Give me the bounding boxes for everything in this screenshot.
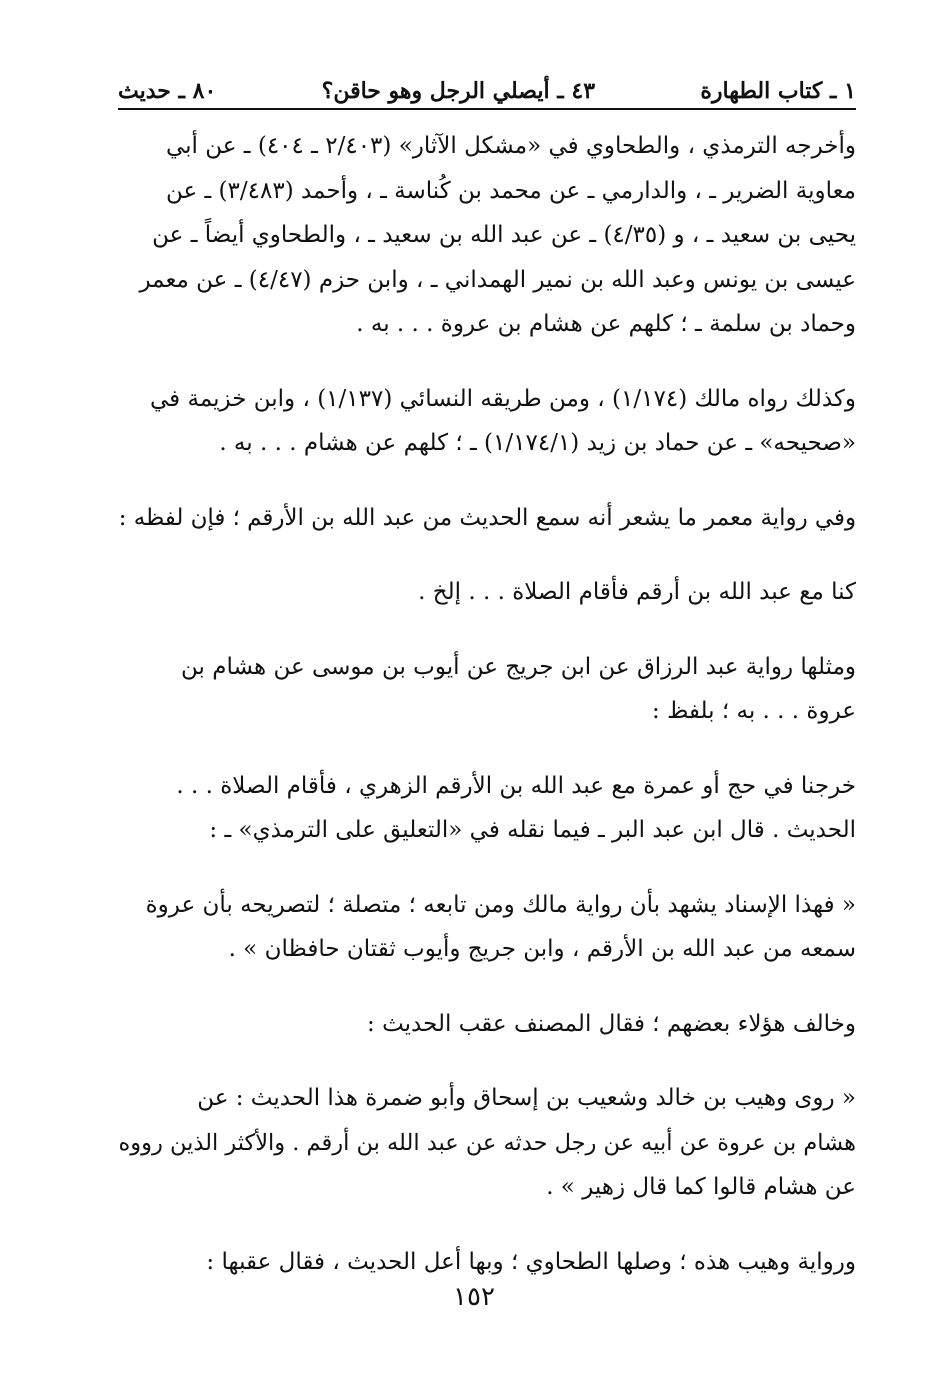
text-line: ورواية وهيب هذه ؛ وصلها الطحاوي ؛ وبها أعل الحديث ، فقال عقبها : (206, 1248, 856, 1275)
text-line: عروة . . . به ؛ بلفظ : (652, 698, 856, 724)
header-chapter-title: ٤٣ ـ أيصلي الرجل وهو حاقن؟ (321, 78, 596, 104)
paragraph-quote-kunna (118, 570, 856, 615)
paragraph-takhrij (118, 124, 856, 347)
text-line: سمعه من عبد الله بن الأرقم ، وابن جريج وأيوب ثقتان حافظان » . (228, 936, 856, 962)
page-number: ١٥٢ (453, 1282, 495, 1312)
header-hadith-number: ٨٠ ـ حديث (118, 78, 217, 104)
text-line: « فهذا الإسناد يشهد بأن رواية مالك ومن تابعه ؛ متصلة ؛ لتصريحه بأن عروة (145, 891, 856, 918)
text-line: كنا مع عبد الله بن أرقم فأقام الصلاة . . . إلخ . (418, 579, 856, 605)
text-line: وأخرجه الترمذي ، والطحاوي في «مشكل الآثار» (٢/٤٠٣ ـ ٤٠٤) ـ عن أبي (165, 133, 856, 159)
paragraph-quote-kharajna (118, 764, 856, 853)
text-line: خرجنا في حج أو عمرة مع عبد الله بن الأرقم الزهري ، فأقام الصلاة . . . (176, 772, 856, 799)
paragraph-ibn-abd-al-barr-quote (118, 883, 856, 972)
header-book-title: ١ ـ كتاب الطهارة (700, 78, 856, 104)
page-body (118, 124, 856, 1284)
text-line: هشام بن عروة عن أبيه عن رجل حدثه عن عبد الله بن أرقم . والأكثر الذين رووه (118, 1129, 856, 1156)
paragraph-author-quote (118, 1076, 856, 1210)
text-line: معاوية الضرير ـ ، والدارمي ـ عن محمد بن كُناسة ـ ، وأحمد (٣/٤٨٣) ـ عن (165, 177, 856, 204)
text-line: الحديث . قال ابن عبد البر ـ فيما نقله في «التعليق على الترمذي» ـ : (209, 817, 856, 843)
paragraph-mamar (118, 496, 856, 541)
paragraph-malik (118, 377, 856, 466)
text-line: « روى وهيب بن خالد وشعيب بن إسحاق وأبو ضمرة هذا الحديث : عن (197, 1085, 856, 1111)
text-line: وفي رواية معمر ما يشعر أنه سمع الحديث من عبد الله بن الأرقم ؛ فإن لفظه : (118, 504, 856, 531)
text-line: وكذلك رواه مالك (١/١٧٤) ، ومن طريقه النسائي (١/١٣٧) ، وابن خزيمة في (150, 385, 856, 412)
text-line: ومثلها رواية عبد الرزاق عن ابن جريج عن أيوب بن موسى عن هشام بن (181, 653, 856, 680)
text-line: وحماد بن سلمة ـ ؛ كلهم عن هشام بن عروة . . . به . (356, 311, 856, 337)
text-line: وخالف هؤلاء بعضهم ؛ فقال المصنف عقب الحديث : (367, 1010, 856, 1037)
paragraph-wuhayb (118, 1240, 856, 1285)
text-line: «صحيحه» ـ عن حماد بن زيد (١/١٧٤/١) ـ ؛ كلهم عن هشام . . . به . (219, 430, 856, 456)
paragraph-khalafa (118, 1002, 856, 1047)
header-divider (118, 108, 856, 110)
running-header (118, 66, 856, 106)
paragraph-abdurrazzaq (118, 645, 856, 734)
text-line: عيسى بن يونس وعبد الله بن نمير الهمداني ـ ، وابن حزم (٤/٤٧) ـ عن معمر (139, 266, 856, 293)
text-line: يحيى بن سعيد ـ ، و (٤/٣٥) ـ عن عبد الله بن سعيد ـ ، والطحاوي أيضاً ـ عن (152, 222, 856, 248)
text-line: عن هشام قالوا كما قال زهير » . (546, 1174, 856, 1200)
